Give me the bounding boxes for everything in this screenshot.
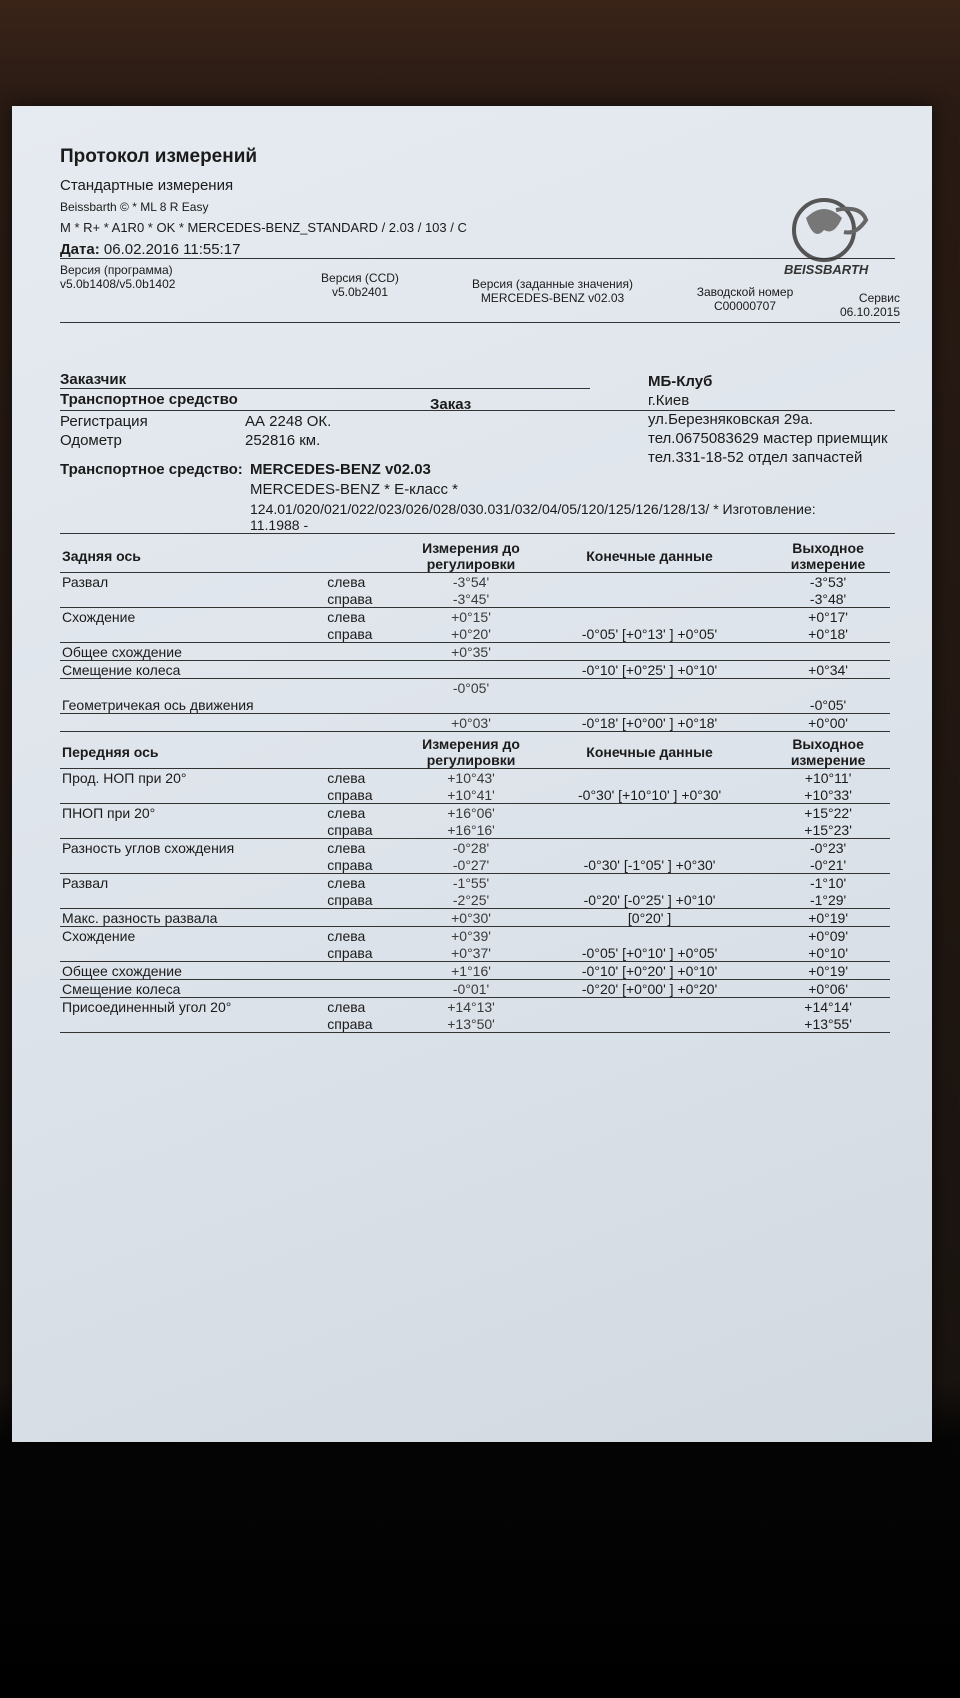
front-name-cell [60, 1015, 325, 1033]
rear-target-cell: -0°10' [+0°25' ] +0°10' [533, 661, 766, 679]
rear-row [60, 625, 890, 643]
vehicle-label: Транспортное средство: [60, 461, 243, 478]
rear-side-cell [325, 714, 409, 732]
rear-name-cell: Смещение колеса [60, 661, 325, 679]
front-row [60, 786, 890, 804]
front-side-cell: справа [325, 786, 409, 804]
rear-after-cell: -3°53' [809, 573, 847, 590]
front-before-cell: -1°55' [452, 874, 490, 891]
front-target-cell [533, 821, 766, 839]
front-name-cell: Развал [62, 874, 109, 891]
front-name-cell: Смещение колеса [60, 980, 325, 998]
front-row [60, 944, 890, 962]
front-name-cell [60, 891, 325, 909]
rear-target-cell [533, 573, 766, 591]
rear-after-cell: -0°05' [766, 696, 890, 714]
front-name-cell: Присоединенный угол 20° [62, 998, 232, 1015]
front-name-cell: Схождение [62, 927, 136, 944]
device-info: Beissbarth © * ML 8 R Easy [60, 200, 209, 214]
front-target-cell: -0°10' [+0°20' ] +0°10' [533, 962, 766, 980]
front-side-cell [325, 962, 409, 980]
rear-before-cell [409, 696, 533, 714]
version-targets: Версия (заданные значения) MERCEDES-BENZ v02.03 [472, 277, 633, 305]
rear-side-cell [325, 679, 409, 697]
rear-after-cell: +0°34' [766, 661, 890, 679]
front-before-cell: +0°39' [451, 927, 491, 944]
date-value: 06.02.2016 11:55:17 [103, 241, 241, 258]
rear-before-cell: +0°20' [409, 625, 533, 643]
rear-row [60, 661, 890, 679]
rear-row [60, 573, 890, 591]
rear-axle-table [60, 540, 890, 732]
front-side-cell: слева [327, 998, 366, 1015]
club-street: ул.Березняковская 29а. [648, 411, 814, 428]
rear-row [60, 643, 890, 661]
front-side-cell: справа [325, 1015, 409, 1033]
front-target-cell [533, 874, 766, 892]
rear-row [60, 696, 890, 714]
club-name: МБ-Клуб [648, 373, 713, 390]
page-title: Протокол измерений [60, 146, 258, 167]
front-before-cell: +0°30' [409, 909, 533, 927]
rear-before-cell: +0°35' [409, 643, 533, 661]
front-target-cell: -0°20' [+0°00' ] +0°20' [533, 980, 766, 998]
odometer-value: 252816 км. [245, 432, 321, 449]
front-axle-table [60, 736, 890, 1033]
front-target-cell [533, 927, 766, 945]
front-target-cell: -0°30' [-1°05' ] +0°30' [533, 856, 766, 874]
front-after-cell: +0°06' [766, 980, 890, 998]
front-side-cell: слева [327, 769, 366, 786]
front-after-cell: +15°23' [766, 821, 890, 839]
rear-name-cell: Схождение [62, 608, 136, 625]
rear-name-cell [60, 590, 325, 608]
customer-heading: Заказчик [60, 371, 590, 389]
front-before-cell: +13°50' [409, 1015, 533, 1033]
front-side-cell: справа [325, 944, 409, 962]
front-row [60, 804, 890, 822]
front-col-target: Конечные данные [533, 736, 766, 769]
rear-after-cell: +0°17' [808, 608, 848, 625]
registration-label: Регистрация [60, 413, 148, 430]
front-target-cell [533, 839, 766, 857]
rear-axle-title: Задняя ось [60, 540, 325, 573]
front-col-after: Выходное измерение [766, 736, 890, 769]
front-target-cell: -0°05' [+0°10' ] +0°05' [533, 944, 766, 962]
front-name-cell [60, 786, 325, 804]
front-col-before: Измерения до регулировки [409, 736, 533, 769]
rear-name-cell [60, 714, 325, 732]
logo-text: BEISSBARTH [784, 262, 869, 277]
vehicle-class: MERCEDES-BENZ * E-класс * [250, 481, 459, 498]
rear-before-cell: -0°05' [452, 679, 490, 696]
front-after-cell: -0°21' [766, 856, 890, 874]
front-before-cell: +14°13' [447, 998, 495, 1015]
front-after-cell: +10°11' [804, 769, 852, 786]
manufacture-date: 11.1988 - [250, 517, 309, 533]
front-axle-title: Передняя ось [60, 736, 325, 769]
rear-after-cell: +0°00' [766, 714, 890, 732]
odometer-label: Одометр [60, 432, 122, 449]
rear-before-cell: -3°45' [409, 590, 533, 608]
order-heading: Заказ [430, 396, 472, 413]
front-row [60, 1015, 890, 1033]
front-side-cell: слева [327, 927, 366, 944]
rear-after-cell [766, 643, 890, 661]
front-row [60, 821, 890, 839]
front-name-cell [60, 944, 325, 962]
rear-row [60, 714, 890, 732]
version-program: Версия (программа) v5.0b1408/v5.0b1402 [60, 263, 176, 291]
rear-target-cell: -0°05' [+0°13' ] +0°05' [533, 625, 766, 643]
front-name-cell [60, 821, 325, 839]
front-target-cell: -0°30' [+10°10' ] +0°30' [533, 786, 766, 804]
front-after-cell: +13°55' [766, 1015, 890, 1033]
front-target-cell [533, 1015, 766, 1033]
club-phone-master: тел.0675083629 мастер приемщик [648, 430, 888, 447]
rear-row [60, 608, 890, 626]
version-ccd: Версия (CCD) v5.0b2401 [321, 271, 399, 299]
front-row [60, 927, 890, 945]
front-before-cell: +0°37' [409, 944, 533, 962]
rear-before-cell: +0°15' [451, 608, 491, 625]
rear-side-cell: слева [327, 573, 366, 590]
protocol-sheet [12, 106, 932, 1442]
rear-row [60, 679, 890, 697]
front-row [60, 874, 890, 892]
front-after-cell: +14°14' [804, 998, 852, 1015]
front-row [60, 769, 890, 787]
front-name-cell [60, 856, 325, 874]
serial-number: Заводской номер C00000707 [696, 285, 794, 313]
front-row [60, 909, 890, 927]
front-before-cell: -0°28' [452, 839, 490, 856]
front-target-cell [533, 998, 766, 1016]
rear-before-cell: -3°54' [452, 573, 490, 590]
front-after-cell: -1°10' [809, 874, 847, 891]
front-target-cell: -0°20' [-0°25' ] +0°10' [533, 891, 766, 909]
front-after-cell: -0°23' [809, 839, 847, 856]
front-name-cell: Общее схождение [60, 962, 325, 980]
rear-name-cell: Общее схождение [60, 643, 325, 661]
rear-row [60, 590, 890, 608]
front-after-cell: +0°09' [808, 927, 848, 944]
front-side-cell: слева [327, 874, 366, 891]
rear-side-cell: справа [325, 590, 409, 608]
club-city: г.Киев [648, 392, 690, 409]
versions-row [60, 263, 900, 323]
rear-side-cell [325, 696, 409, 714]
rear-name-cell: Развал [62, 573, 109, 590]
rear-side-cell [325, 643, 409, 661]
front-row [60, 962, 890, 980]
rear-target-cell [533, 696, 766, 714]
service-date: Сервис 06.10.2015 [839, 291, 900, 319]
front-side-cell [325, 909, 409, 927]
front-side-cell [325, 980, 409, 998]
front-row [60, 980, 890, 998]
front-before-cell: +10°41' [409, 786, 533, 804]
rear-before-cell: +0°03' [409, 714, 533, 732]
rear-after-cell [766, 679, 890, 697]
front-side-cell: слева [327, 839, 366, 856]
registration-value: АА 2248 ОК. [245, 413, 332, 430]
front-row [60, 856, 890, 874]
rear-target-cell [533, 590, 766, 608]
protocol-content [60, 146, 900, 1033]
front-before-cell: -0°27' [409, 856, 533, 874]
rear-col-before: Измерения до регулировки [409, 540, 533, 573]
front-before-cell: +10°43' [447, 769, 495, 786]
front-target-cell [533, 769, 766, 787]
front-before-cell: +16°16' [409, 821, 533, 839]
front-before-cell: -0°01' [409, 980, 533, 998]
rear-col-after: Выходное измерение [766, 540, 890, 573]
rear-target-cell: -0°18' [+0°00' ] +0°18' [533, 714, 766, 732]
rear-name-cell [60, 679, 325, 697]
front-name-cell: Прод. НОП при 20° [62, 769, 187, 786]
rear-side-cell [325, 661, 409, 679]
front-target-cell [533, 804, 766, 822]
date-line [60, 241, 900, 258]
club-phone-parts: тел.331-18-52 отдел запчастей [648, 449, 863, 466]
front-row [60, 998, 890, 1016]
rear-after-cell: +0°18' [766, 625, 890, 643]
front-after-cell: -1°29' [766, 891, 890, 909]
rear-after-cell: -3°48' [766, 590, 890, 608]
club-info [648, 372, 888, 467]
rear-col-target: Конечные данные [533, 540, 766, 573]
front-side-cell: справа [325, 856, 409, 874]
vehicle-model: MERCEDES-BENZ v02.03 [250, 461, 431, 478]
front-name-cell: Разность углов схождения [62, 839, 235, 856]
front-before-cell: +16°06' [447, 804, 495, 821]
rear-name-cell: Геометричекая ось движения [60, 696, 325, 714]
front-before-cell: -2°25' [409, 891, 533, 909]
date-label: Дата: [60, 241, 100, 258]
front-row [60, 891, 890, 909]
front-side-cell: справа [325, 821, 409, 839]
rear-side-cell: слева [327, 608, 366, 625]
front-row [60, 839, 890, 857]
vehicle-heading: Транспортное средство [60, 391, 238, 408]
front-after-cell: +0°19' [766, 962, 890, 980]
vehicle-codes: 124.01/020/021/022/023/026/028/030.031/032/04/05/120/125/126/128/13/ * Изготовление: [250, 501, 816, 517]
front-after-cell: +10°33' [766, 786, 890, 804]
front-after-cell: +0°10' [766, 944, 890, 962]
front-side-cell: справа [325, 891, 409, 909]
page-subtitle: Стандартные измерения [60, 177, 234, 194]
front-side-cell: слева [327, 804, 366, 821]
front-after-cell: +15°22' [804, 804, 852, 821]
rear-before-cell [409, 661, 533, 679]
rear-target-cell [533, 643, 766, 661]
rear-side-cell: справа [325, 625, 409, 643]
rear-name-cell [60, 625, 325, 643]
rear-target-cell [533, 608, 766, 626]
rear-target-cell [533, 679, 766, 697]
front-target-cell: [0°20' ] [533, 909, 766, 927]
front-name-cell: Макс. разность развала [60, 909, 325, 927]
front-after-cell: +0°19' [766, 909, 890, 927]
program-codes: M * R+ * A1R0 * OK * MERCEDES-BENZ_STANDARD / 2.03 / 103 / C [60, 220, 467, 235]
front-name-cell: ПНОП при 20° [62, 804, 156, 821]
front-before-cell: +1°16' [409, 962, 533, 980]
